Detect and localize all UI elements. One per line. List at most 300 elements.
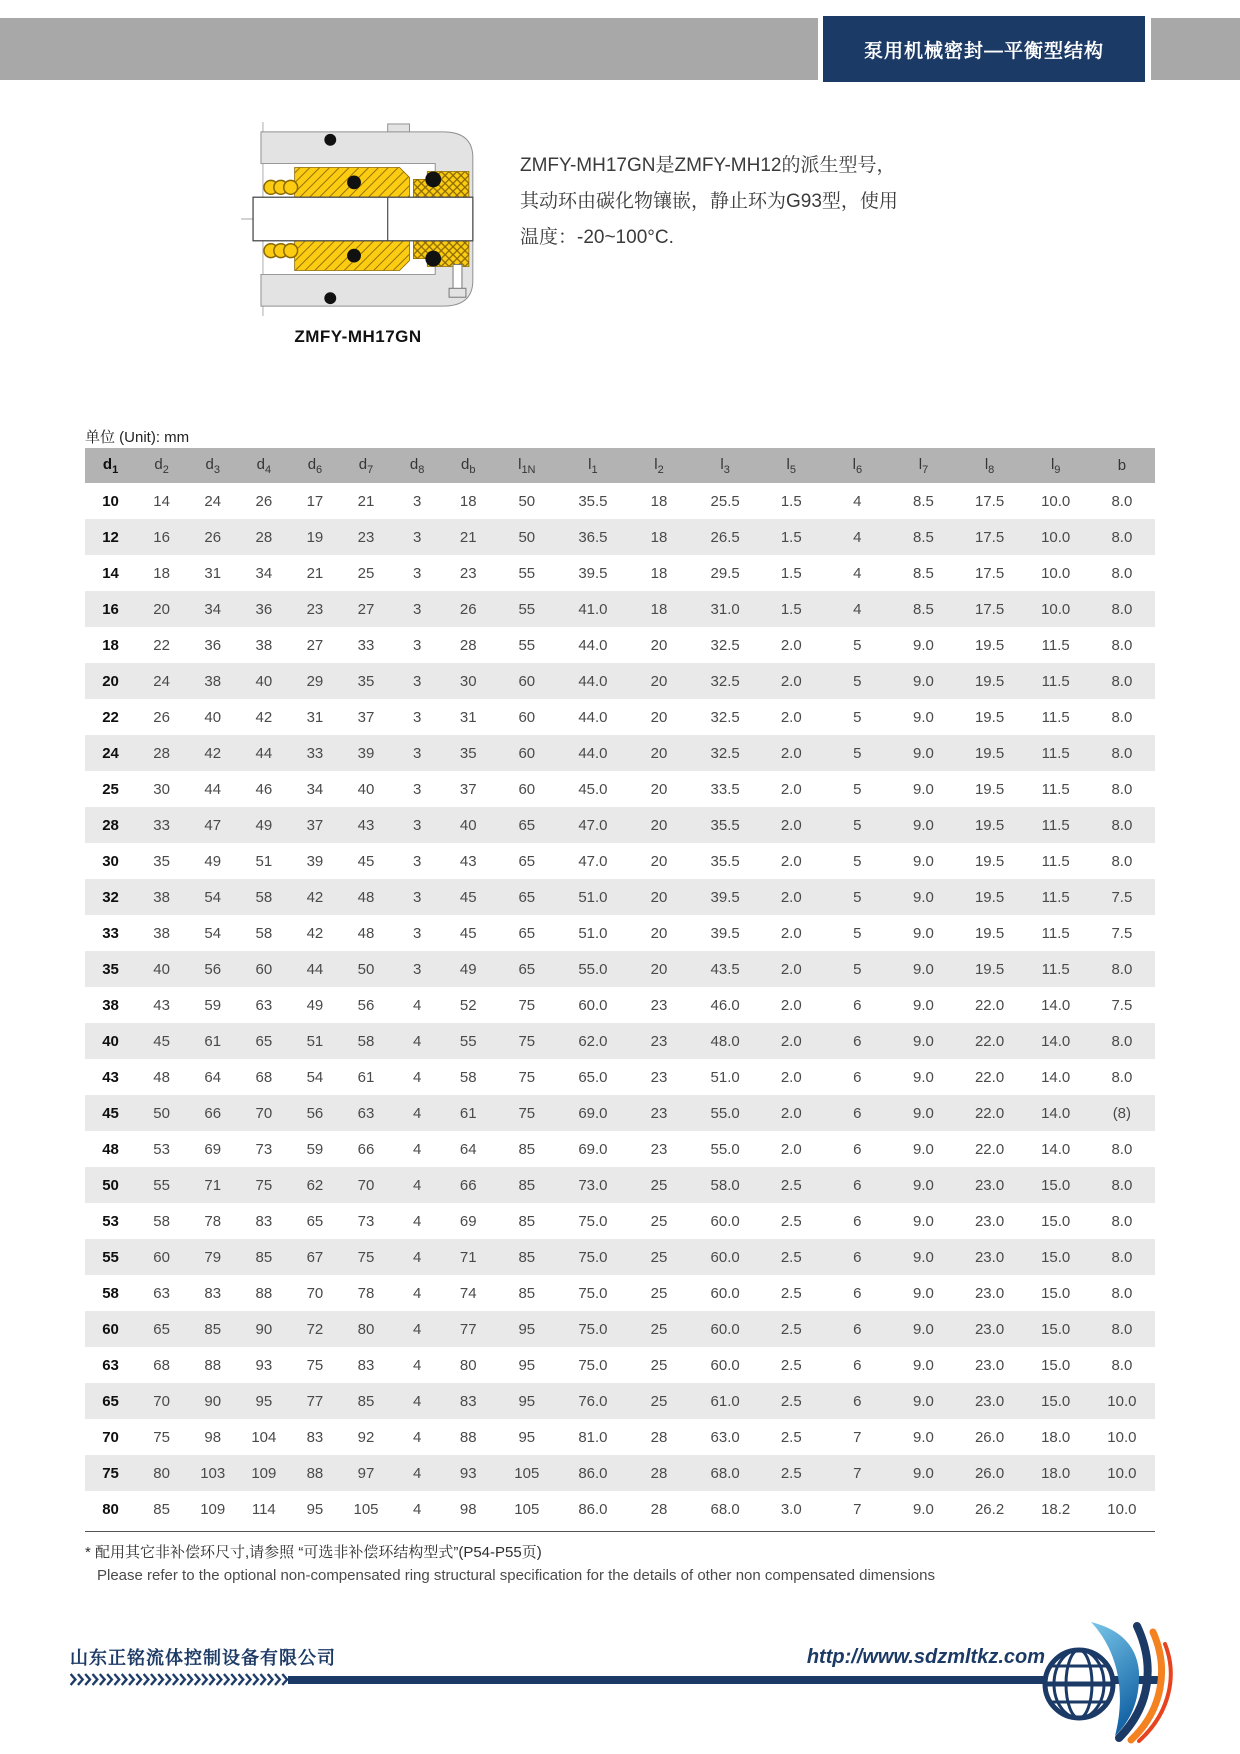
cell: 55 <box>153 1176 170 1194</box>
cell: 10.0 <box>1041 600 1071 618</box>
cell: 50 <box>153 1104 170 1122</box>
cell: 55.0 <box>710 1104 740 1122</box>
cell: 3 <box>412 564 422 582</box>
cell: 2.5 <box>780 1428 802 1446</box>
column-header-l9: $l_9$ <box>1023 448 1089 483</box>
chevron-divider <box>70 1673 288 1686</box>
cell-d1: 33 <box>102 924 119 942</box>
cell-d1: 12 <box>102 528 119 546</box>
cell: 68 <box>153 1356 170 1374</box>
cell: 8.0 <box>1111 564 1133 582</box>
cell: 38 <box>255 636 273 654</box>
cell: 1.5 <box>780 564 802 582</box>
cell: 22.0 <box>974 1068 1005 1086</box>
cell: 8.0 <box>1111 960 1133 978</box>
cell: 5 <box>853 816 862 834</box>
cell: 5 <box>853 708 862 726</box>
cell: 11.5 <box>1041 672 1070 690</box>
cell: 36 <box>255 600 273 618</box>
cell: 48 <box>357 888 375 906</box>
cell: 28 <box>255 528 273 546</box>
table-row <box>85 663 1155 699</box>
cell: 8.0 <box>1111 780 1133 798</box>
cell: 20 <box>650 636 668 654</box>
cell: 14.0 <box>1041 996 1071 1014</box>
cell: 20 <box>650 744 668 762</box>
cell: 9.0 <box>913 996 934 1014</box>
cell: 4 <box>412 1464 422 1482</box>
cell: 19.5 <box>974 924 1005 942</box>
cell: 95 <box>518 1320 536 1338</box>
cell: 63 <box>153 1284 170 1302</box>
cell: 25 <box>650 1248 668 1266</box>
cell: 5 <box>853 924 862 942</box>
cell: 3 <box>412 672 422 690</box>
cell: 75 <box>357 1248 375 1266</box>
cell: 6 <box>853 1068 862 1086</box>
cell: 8.0 <box>1111 708 1133 726</box>
cell: 10.0 <box>1107 1428 1137 1446</box>
cell: 58 <box>153 1212 170 1230</box>
cell: 3.0 <box>780 1500 802 1518</box>
cell: 15.0 <box>1041 1320 1071 1338</box>
cell: 3 <box>412 600 422 618</box>
table-row <box>85 735 1155 771</box>
cell: 19.5 <box>974 852 1005 870</box>
cell: 75 <box>518 1032 536 1050</box>
dimension-table-head <box>85 448 1155 483</box>
cell: 85 <box>204 1320 222 1338</box>
cell: 60.0 <box>710 1212 740 1230</box>
cell: 21 <box>306 564 324 582</box>
description-line: 温度：-20~100°C. <box>520 227 674 248</box>
cell: 7.5 <box>1111 996 1133 1014</box>
cell: 23 <box>650 1104 668 1122</box>
header-gray-bar-left <box>0 18 818 80</box>
cell: 5 <box>853 852 862 870</box>
cell: 39.5 <box>578 564 608 582</box>
cell-d1: 30 <box>102 852 119 870</box>
cell: 34 <box>255 564 273 582</box>
cell: 40 <box>459 816 477 834</box>
cell: 4 <box>412 1068 422 1086</box>
cell: 75 <box>518 1104 536 1122</box>
table-row <box>85 843 1155 879</box>
cell: 35 <box>357 672 375 690</box>
cell: 83 <box>204 1284 222 1302</box>
column-header-l5: $l_5$ <box>758 448 824 483</box>
cell: 66 <box>357 1140 375 1158</box>
cell: 4 <box>412 1248 422 1266</box>
cell: 9.0 <box>913 816 934 834</box>
cell: 15.0 <box>1041 1392 1071 1410</box>
cell: 31 <box>306 708 324 726</box>
cell: 45 <box>459 888 477 906</box>
cell: 80 <box>357 1320 375 1338</box>
cell: 40 <box>255 672 273 690</box>
table-row <box>85 951 1155 987</box>
cell: 2.0 <box>780 780 802 798</box>
cell: 85 <box>518 1284 536 1302</box>
cell: 35.5 <box>710 816 740 834</box>
cell: 6 <box>853 1104 862 1122</box>
cell: 8.5 <box>913 528 934 546</box>
cell: 11.5 <box>1041 924 1070 942</box>
cell: 77 <box>459 1320 477 1338</box>
cell: 17.5 <box>974 492 1005 510</box>
cell: 32.5 <box>710 708 740 726</box>
cell: 61.0 <box>710 1392 740 1410</box>
column-header-d4: $d_4$ <box>238 448 289 483</box>
cell: 44 <box>255 744 273 762</box>
cell: 23 <box>650 1068 668 1086</box>
cell: 19.5 <box>974 780 1005 798</box>
cell: 65 <box>518 816 536 834</box>
cell: 98 <box>204 1428 222 1446</box>
cell: 23 <box>650 1032 668 1050</box>
company-logo-icon <box>1035 1620 1185 1747</box>
cell: 66 <box>204 1104 222 1122</box>
cell: (8) <box>1112 1104 1132 1122</box>
cell: 55 <box>518 636 536 654</box>
cell: 6 <box>853 1176 862 1194</box>
column-header-l1N: $l_{1N}$ <box>494 448 560 483</box>
column-header-d8: $d_8$ <box>392 448 443 483</box>
cell: 30 <box>459 672 477 690</box>
unit-label: 单位 (Unit): mm <box>85 429 190 446</box>
cell: 37 <box>306 816 324 834</box>
cell: 32.5 <box>710 672 740 690</box>
cell: 2.0 <box>780 996 802 1014</box>
cell-d1: 20 <box>102 672 119 690</box>
cell: 7.5 <box>1111 888 1133 906</box>
cell: 33.5 <box>710 780 740 798</box>
cell: 49 <box>306 996 324 1014</box>
cell: 65 <box>255 1032 273 1050</box>
cell: 71 <box>204 1176 222 1194</box>
cell: 48.0 <box>710 1032 740 1050</box>
table-row <box>85 771 1155 807</box>
cell-d1: 22 <box>102 708 119 726</box>
cell: 114 <box>251 1500 276 1518</box>
table-row <box>85 1203 1155 1239</box>
cell: 14.0 <box>1041 1140 1071 1158</box>
cell: 3 <box>412 780 422 798</box>
cell: 93 <box>255 1356 273 1374</box>
table-bottom-rule <box>85 1531 1155 1532</box>
cell: 68 <box>255 1068 273 1086</box>
cell: 51 <box>255 852 273 870</box>
cell: 23.0 <box>974 1212 1005 1230</box>
cell: 35.5 <box>578 492 608 510</box>
cell: 51 <box>306 1032 324 1050</box>
cell: 18 <box>650 564 668 582</box>
cell: 4 <box>412 1428 422 1446</box>
cell: 22.0 <box>974 996 1005 1014</box>
column-header-d6: $d_6$ <box>289 448 340 483</box>
cell: 60 <box>255 960 273 978</box>
cell: 83 <box>357 1356 375 1374</box>
table-row <box>85 1311 1155 1347</box>
cell: 26 <box>459 600 477 618</box>
cell: 73.0 <box>578 1176 608 1194</box>
column-header-d7: $d_7$ <box>340 448 391 483</box>
cell: 60 <box>518 708 536 726</box>
cell-d1: 28 <box>102 816 119 834</box>
cell: 8.0 <box>1111 816 1133 834</box>
cell: 25.5 <box>710 492 740 510</box>
cell: 90 <box>204 1392 222 1410</box>
cell: 10.0 <box>1107 1464 1137 1482</box>
cell: 9.0 <box>913 1140 934 1158</box>
cell: 69.0 <box>578 1140 608 1158</box>
cell-d1: 25 <box>102 780 119 798</box>
dimension-table <box>85 448 1155 1527</box>
cell: 17.5 <box>974 600 1005 618</box>
cell: 8.0 <box>1111 492 1133 510</box>
table-row <box>85 1131 1155 1167</box>
cell: 93 <box>459 1464 477 1482</box>
cell: 55 <box>518 600 536 618</box>
cell: 2.0 <box>780 852 802 870</box>
cell: 22.0 <box>974 1032 1005 1050</box>
cell: 44.0 <box>578 744 608 762</box>
table-row <box>85 1491 1155 1527</box>
cell: 62.0 <box>578 1032 608 1050</box>
cell: 2.0 <box>780 672 802 690</box>
cell: 64 <box>204 1068 222 1086</box>
cell: 19.5 <box>974 708 1005 726</box>
cell: 4 <box>412 1104 422 1122</box>
cell: 15.0 <box>1041 1356 1071 1374</box>
cell: 9.0 <box>913 780 934 798</box>
cell-d1: 45 <box>102 1104 119 1122</box>
cell: 39.5 <box>710 924 740 942</box>
cell: 8.0 <box>1111 1356 1133 1374</box>
cell: 2.0 <box>780 744 802 762</box>
cell: 18.0 <box>1041 1464 1071 1482</box>
cell: 97 <box>357 1464 375 1482</box>
cell: 18 <box>650 528 668 546</box>
cell: 39 <box>357 744 375 762</box>
cell: 10.0 <box>1107 1392 1137 1410</box>
cell: 19.5 <box>974 816 1005 834</box>
cell: 95 <box>255 1392 273 1410</box>
cell: 25 <box>357 564 375 582</box>
cell: 105 <box>514 1500 540 1518</box>
cell: 19.5 <box>974 960 1005 978</box>
cell: 50 <box>518 492 536 510</box>
cell: 9.0 <box>913 1104 934 1122</box>
cell: 48 <box>357 924 375 942</box>
cell: 26 <box>153 708 170 726</box>
cell: 8.5 <box>913 600 934 618</box>
cell: 6 <box>853 1320 862 1338</box>
table-row <box>85 483 1155 519</box>
cell: 98 <box>459 1500 477 1518</box>
cell: 26.5 <box>710 528 740 546</box>
cell: 2.5 <box>780 1356 802 1374</box>
cell: 9.0 <box>913 1428 934 1446</box>
cell: 25 <box>650 1356 668 1374</box>
cell: 22.0 <box>974 1104 1005 1122</box>
column-header-l7: $l_7$ <box>890 448 956 483</box>
cell: 28 <box>459 636 477 654</box>
cell: 26.2 <box>974 1500 1005 1518</box>
cell: 58.0 <box>710 1176 740 1194</box>
cell: 55.0 <box>578 960 608 978</box>
cell: 4 <box>412 1140 422 1158</box>
cell-d1: 35 <box>102 960 119 978</box>
footnote <box>85 1541 1155 1584</box>
cell: 14.0 <box>1041 1032 1071 1050</box>
cell: 8.0 <box>1111 672 1133 690</box>
table-row <box>85 1059 1155 1095</box>
cell: 65 <box>518 888 536 906</box>
cell: 9.0 <box>913 708 934 726</box>
column-header-l6: $l_6$ <box>824 448 890 483</box>
cell: 5 <box>853 636 862 654</box>
cell: 40 <box>153 960 170 978</box>
cell: 3 <box>412 816 422 834</box>
cell: 28 <box>650 1500 668 1518</box>
cell: 75.0 <box>578 1284 608 1302</box>
cell: 32.5 <box>710 636 740 654</box>
cell: 3 <box>412 708 422 726</box>
cell-d1: 32 <box>102 888 119 906</box>
cell: 15.0 <box>1041 1176 1071 1194</box>
cell: 55 <box>518 564 536 582</box>
cell: 47.0 <box>578 816 608 834</box>
cell: 9.0 <box>913 636 934 654</box>
column-header-row <box>85 448 1155 483</box>
cell: 75.0 <box>578 1356 608 1374</box>
cell: 22 <box>153 636 170 654</box>
cell: 75 <box>255 1176 273 1194</box>
cell: 3 <box>412 492 422 510</box>
cell-d1: 24 <box>102 744 119 762</box>
cell: 95 <box>306 1500 324 1518</box>
cell: 20 <box>650 888 668 906</box>
column-header-b: b <box>1089 448 1155 483</box>
page-title: 泵用机械密封—平衡型结构 <box>823 16 1145 82</box>
column-header-d3: $d_3$ <box>187 448 238 483</box>
cell: 14 <box>153 492 170 510</box>
cell: 60.0 <box>710 1356 740 1374</box>
cell: 8.0 <box>1111 1032 1133 1050</box>
cell: 11.5 <box>1041 960 1070 978</box>
cell: 75.0 <box>578 1320 608 1338</box>
cell: 55.0 <box>710 1140 740 1158</box>
cell: 26 <box>255 492 273 510</box>
cell-d1: 65 <box>102 1392 119 1410</box>
cell: 14.0 <box>1041 1104 1071 1122</box>
cell: 46 <box>255 780 273 798</box>
cell: 103 <box>200 1464 226 1482</box>
cell: 61 <box>204 1032 222 1050</box>
column-header-d1: $d_1$ <box>85 448 136 483</box>
cell: 20 <box>650 816 668 834</box>
cell: 95 <box>518 1392 536 1410</box>
cell: 34 <box>204 600 222 618</box>
cell: 18 <box>650 600 668 618</box>
cell: 18 <box>153 564 170 582</box>
cell: 9.0 <box>913 852 934 870</box>
cell: 6 <box>853 996 862 1014</box>
cell: 109 <box>200 1500 226 1518</box>
cell: 58 <box>459 1068 477 1086</box>
cell-d1: 75 <box>102 1464 119 1482</box>
cell: 31.0 <box>710 600 740 618</box>
cell: 10.0 <box>1041 528 1071 546</box>
cell: 19 <box>306 528 324 546</box>
cell: 79 <box>204 1248 222 1266</box>
cell: 60 <box>153 1248 170 1266</box>
cell: 61 <box>357 1068 375 1086</box>
cell: 74 <box>459 1284 477 1302</box>
cell: 1.5 <box>780 600 802 618</box>
cell: 2.5 <box>780 1248 802 1266</box>
cell: 60.0 <box>710 1284 740 1302</box>
cell: 60.0 <box>578 996 608 1014</box>
cell: 70 <box>153 1392 170 1410</box>
cell: 8.0 <box>1111 1248 1133 1266</box>
cell: 70 <box>357 1176 375 1194</box>
cell: 75 <box>306 1356 324 1374</box>
cell: 85 <box>518 1212 536 1230</box>
cell: 6 <box>853 1140 862 1158</box>
cell: 27 <box>306 636 324 654</box>
cell: 1.5 <box>780 492 802 510</box>
product-description <box>520 148 940 256</box>
cell: 21 <box>357 492 375 510</box>
cell: 88 <box>459 1428 477 1446</box>
cell: 18.0 <box>1041 1428 1071 1446</box>
cell: 5 <box>853 744 862 762</box>
cell: 31 <box>459 708 477 726</box>
column-header-l1: $l_1$ <box>560 448 626 483</box>
cell: 88 <box>255 1284 273 1302</box>
cell: 69 <box>204 1140 222 1158</box>
cell: 2.0 <box>780 816 802 834</box>
cell: 92 <box>357 1428 375 1446</box>
cell: 65 <box>518 924 536 942</box>
cell: 6 <box>853 1248 862 1266</box>
cell: 43 <box>459 852 477 870</box>
cell: 86.0 <box>578 1464 608 1482</box>
cell: 45.0 <box>578 780 608 798</box>
cell: 75 <box>518 996 536 1014</box>
cell-d1: 60 <box>102 1320 119 1338</box>
cell: 54 <box>204 888 222 906</box>
cell: 26.0 <box>974 1464 1005 1482</box>
cell: 39.5 <box>710 888 740 906</box>
cell: 73 <box>357 1212 375 1230</box>
cell: 85 <box>255 1248 273 1266</box>
cell: 43.5 <box>710 960 740 978</box>
cell: 51.0 <box>578 924 608 942</box>
cell: 4 <box>412 1500 422 1518</box>
cell: 75 <box>518 1068 536 1086</box>
cell: 51.0 <box>710 1068 740 1086</box>
cell: 109 <box>251 1464 277 1482</box>
cell: 49 <box>459 960 477 978</box>
cell: 9.0 <box>913 744 934 762</box>
cell: 23 <box>306 600 324 618</box>
table-row <box>85 879 1155 915</box>
cell: 23.0 <box>974 1248 1005 1266</box>
cell: 2.0 <box>780 708 802 726</box>
